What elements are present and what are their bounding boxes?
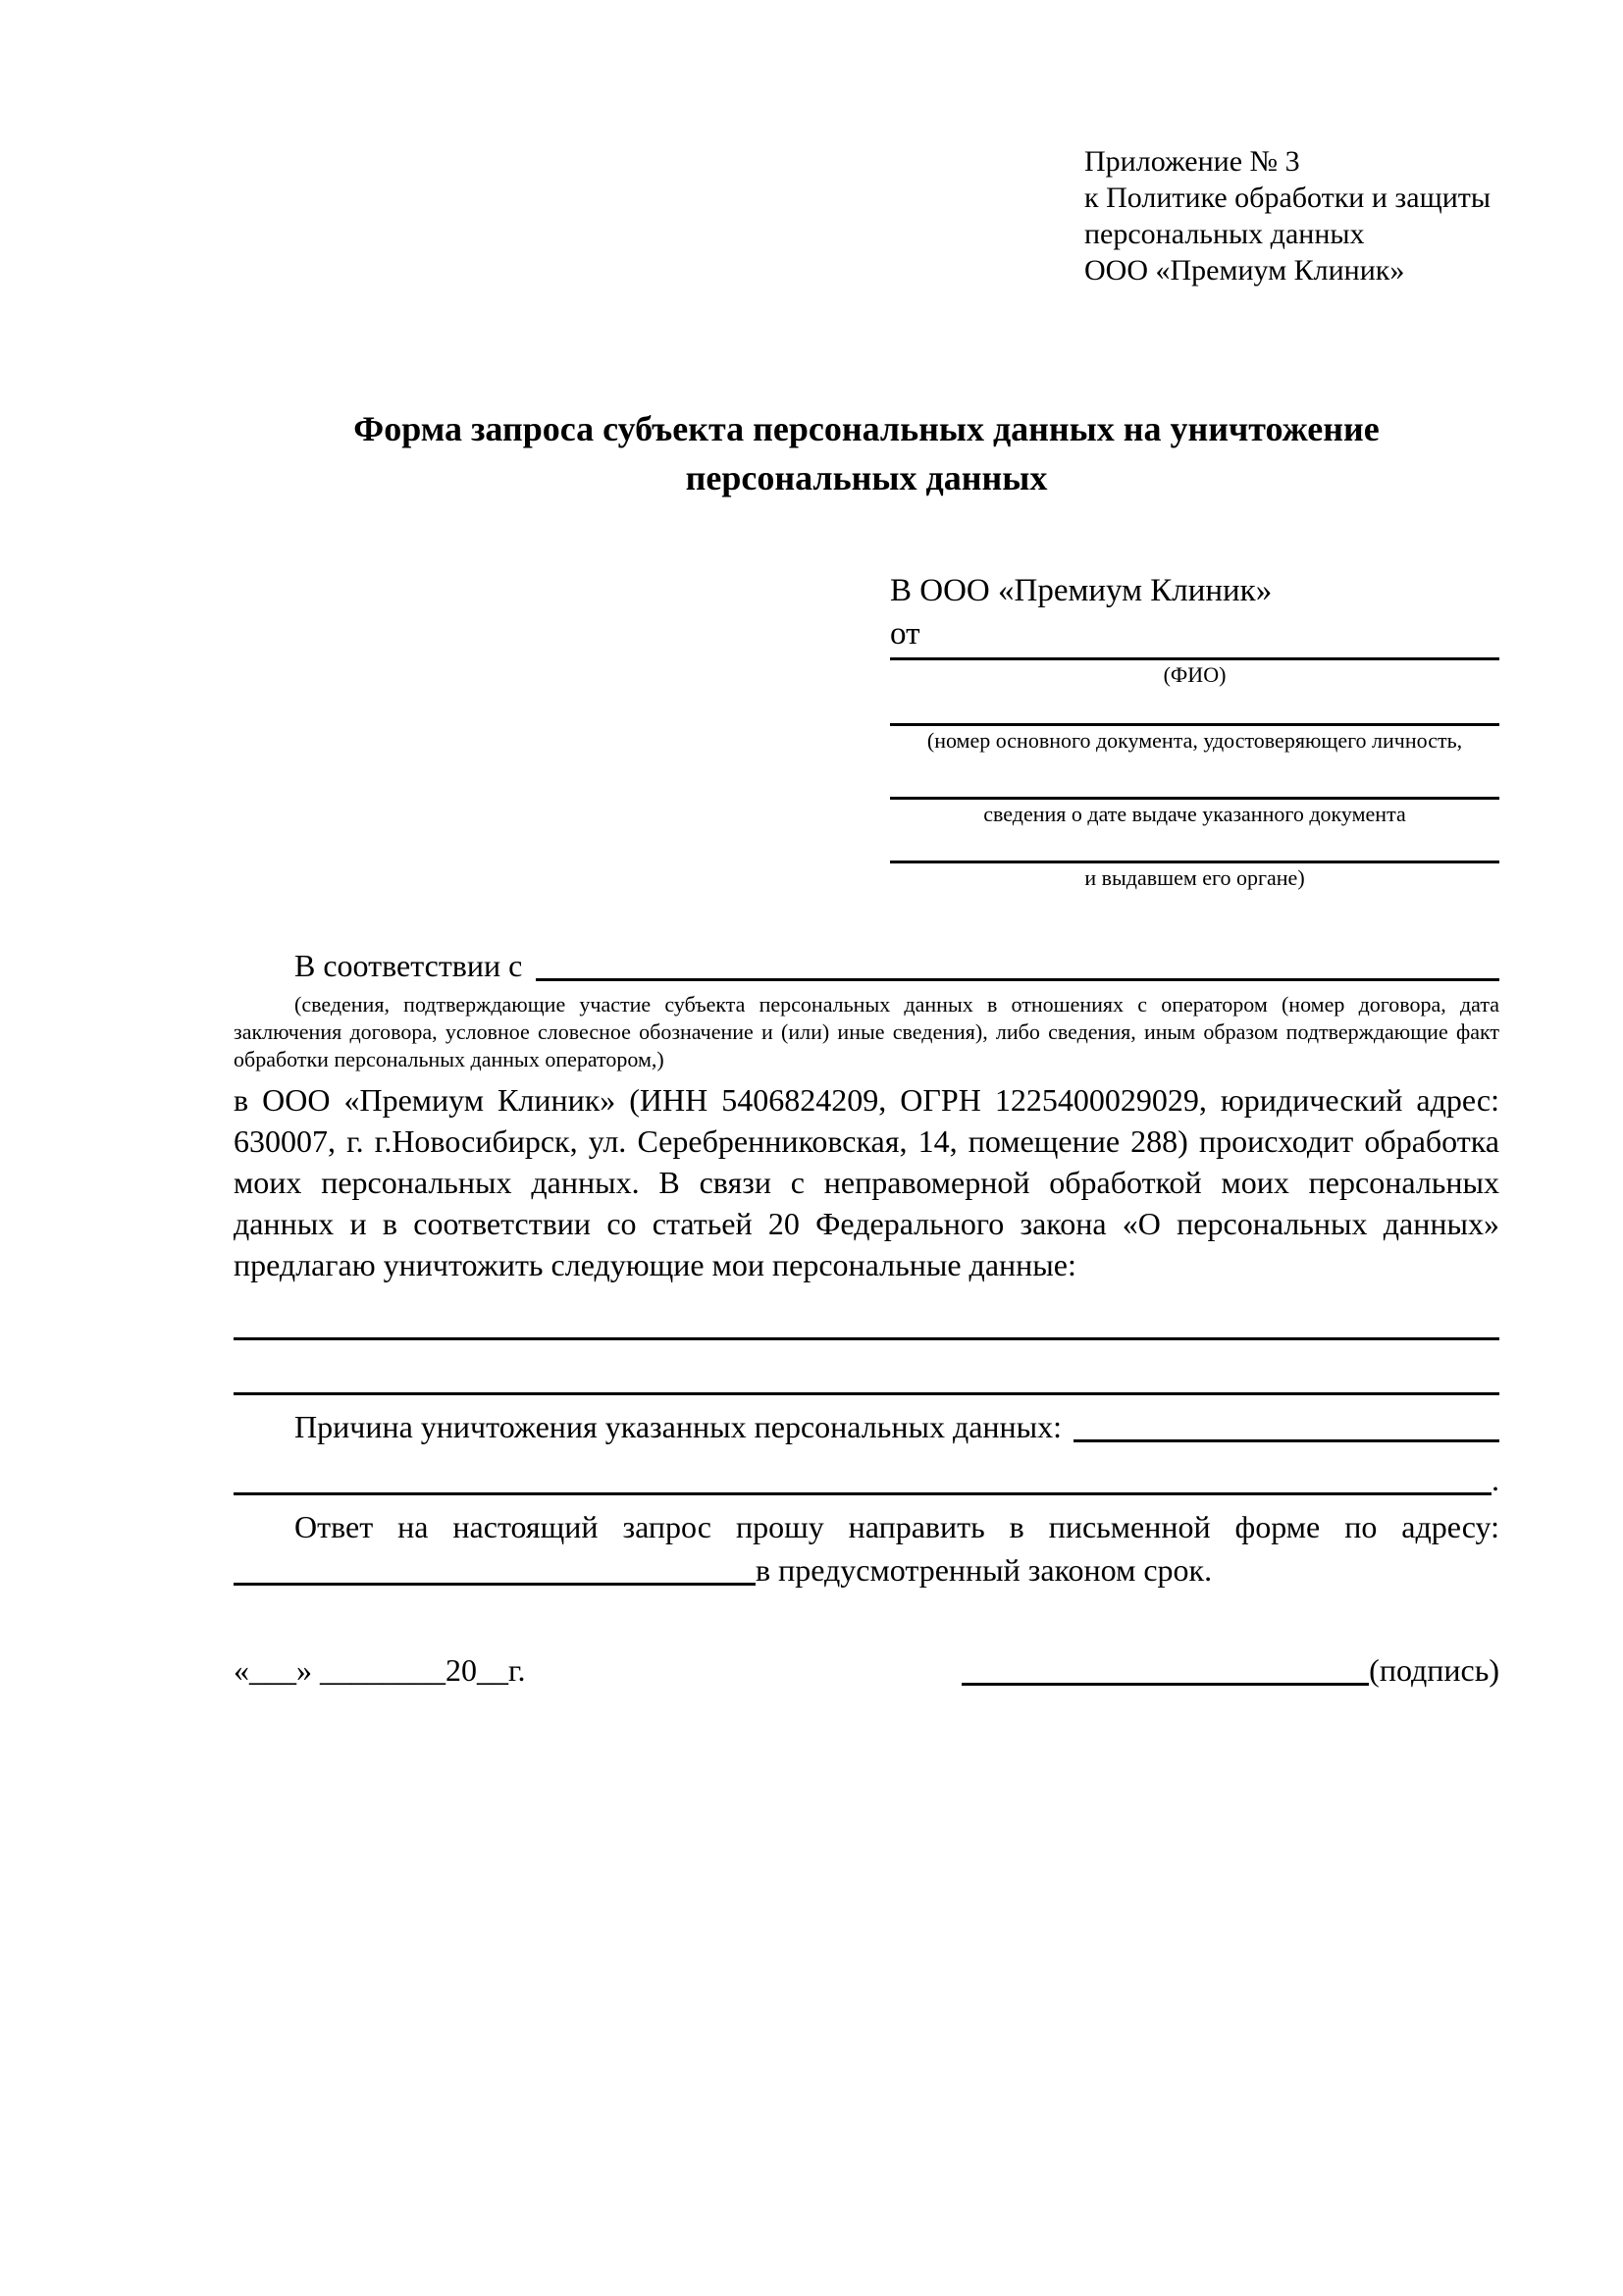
reply-sentence: Ответ на настоящий запрос прошу направить в письменной форме по адресу: xyxy=(294,1509,1499,1544)
fine-print-note: (сведения, подтверждающие участие субъекта персональных данных в отношениях с оператором (номер договора, дата заключения договора, условное словесное обозначение и (или) иные сведения), либо сведения, иным образом подтверждающие факт обработки персональных данных оператором,) xyxy=(234,992,1499,1071)
reply-suffix: в предусмотренный законом срок. xyxy=(756,1552,1213,1588)
appendix-header-line: персональных данных xyxy=(1084,218,1365,250)
reply-address-row xyxy=(234,1548,1499,1592)
sentence-period: . xyxy=(1492,1462,1499,1497)
issue-date-caption: сведения о дате выдаче указанного документа xyxy=(983,802,1406,826)
addressee-to: В ООО «Премиум Клиник» xyxy=(890,573,1273,608)
address-blank-line xyxy=(234,1583,756,1586)
fio-caption: (ФИО) xyxy=(1163,662,1227,687)
reason-blank-line xyxy=(1073,1439,1499,1442)
appendix-header-line: ООО «Премиум Клиник» xyxy=(1084,254,1405,287)
document-number-caption: (номер основного документа, удостоверяющего личность, xyxy=(926,728,1463,753)
date-blank: «___» ________20__г. xyxy=(234,1652,526,1688)
issue-date-field xyxy=(890,797,1499,827)
data-to-destroy-blank-line-1 xyxy=(234,1285,1499,1340)
page-title: Форма запроса субъекта персональных данных на уничтожение персональных данных xyxy=(353,409,1380,497)
reason-continuation-row xyxy=(234,1448,1499,1501)
accordance-row xyxy=(234,944,1499,987)
addressee-block xyxy=(890,569,1499,891)
issue-date-blank-line xyxy=(890,797,1499,800)
issuing-authority-blank-line xyxy=(890,861,1499,863)
data-to-destroy-blank-line-2 xyxy=(234,1340,1499,1395)
reason-label: Причина уничтожения указанных персональных данных: xyxy=(294,1409,1063,1444)
issuing-authority-field xyxy=(890,861,1499,891)
appendix-header-line: Приложение № 3 xyxy=(1084,145,1300,178)
document-number-blank-line xyxy=(890,723,1499,726)
issuing-authority-caption: и выдавшем его органе) xyxy=(1084,865,1305,890)
fio-field xyxy=(890,657,1499,688)
appendix-header-line: к Политике обработки и защиты xyxy=(1084,182,1492,214)
main-paragraph: в ООО «Премиум Клиник» (ИНН 5406824209, ОГРН 1225400029029, юридический адрес: 630007, г. г.Новосибирск, ул. Серебренниковская, 14, помещение 288) происходит обработка моих персональных данных. В связи с неправомерной обработкой моих персональных данных и в соответствии со статьей 20 Федерального закона «О персональных данных» предлагаю уничтожить следующие мои персональные данные: xyxy=(234,1082,1499,1282)
footer-row xyxy=(234,1648,1499,1692)
appendix-header xyxy=(1084,143,1499,288)
signature-blank-line xyxy=(962,1683,1369,1686)
reason-blank-line-2 xyxy=(234,1492,1492,1495)
fio-blank-line xyxy=(890,657,1499,660)
signature-caption: (подпись) xyxy=(1369,1652,1499,1688)
reason-row xyxy=(234,1405,1499,1448)
accordance-blank-line xyxy=(536,978,1499,981)
accordance-label: В соответствии с xyxy=(294,948,523,983)
signature-group xyxy=(962,1648,1499,1692)
addressee-from: от xyxy=(890,616,920,652)
document-number-field xyxy=(890,723,1499,754)
